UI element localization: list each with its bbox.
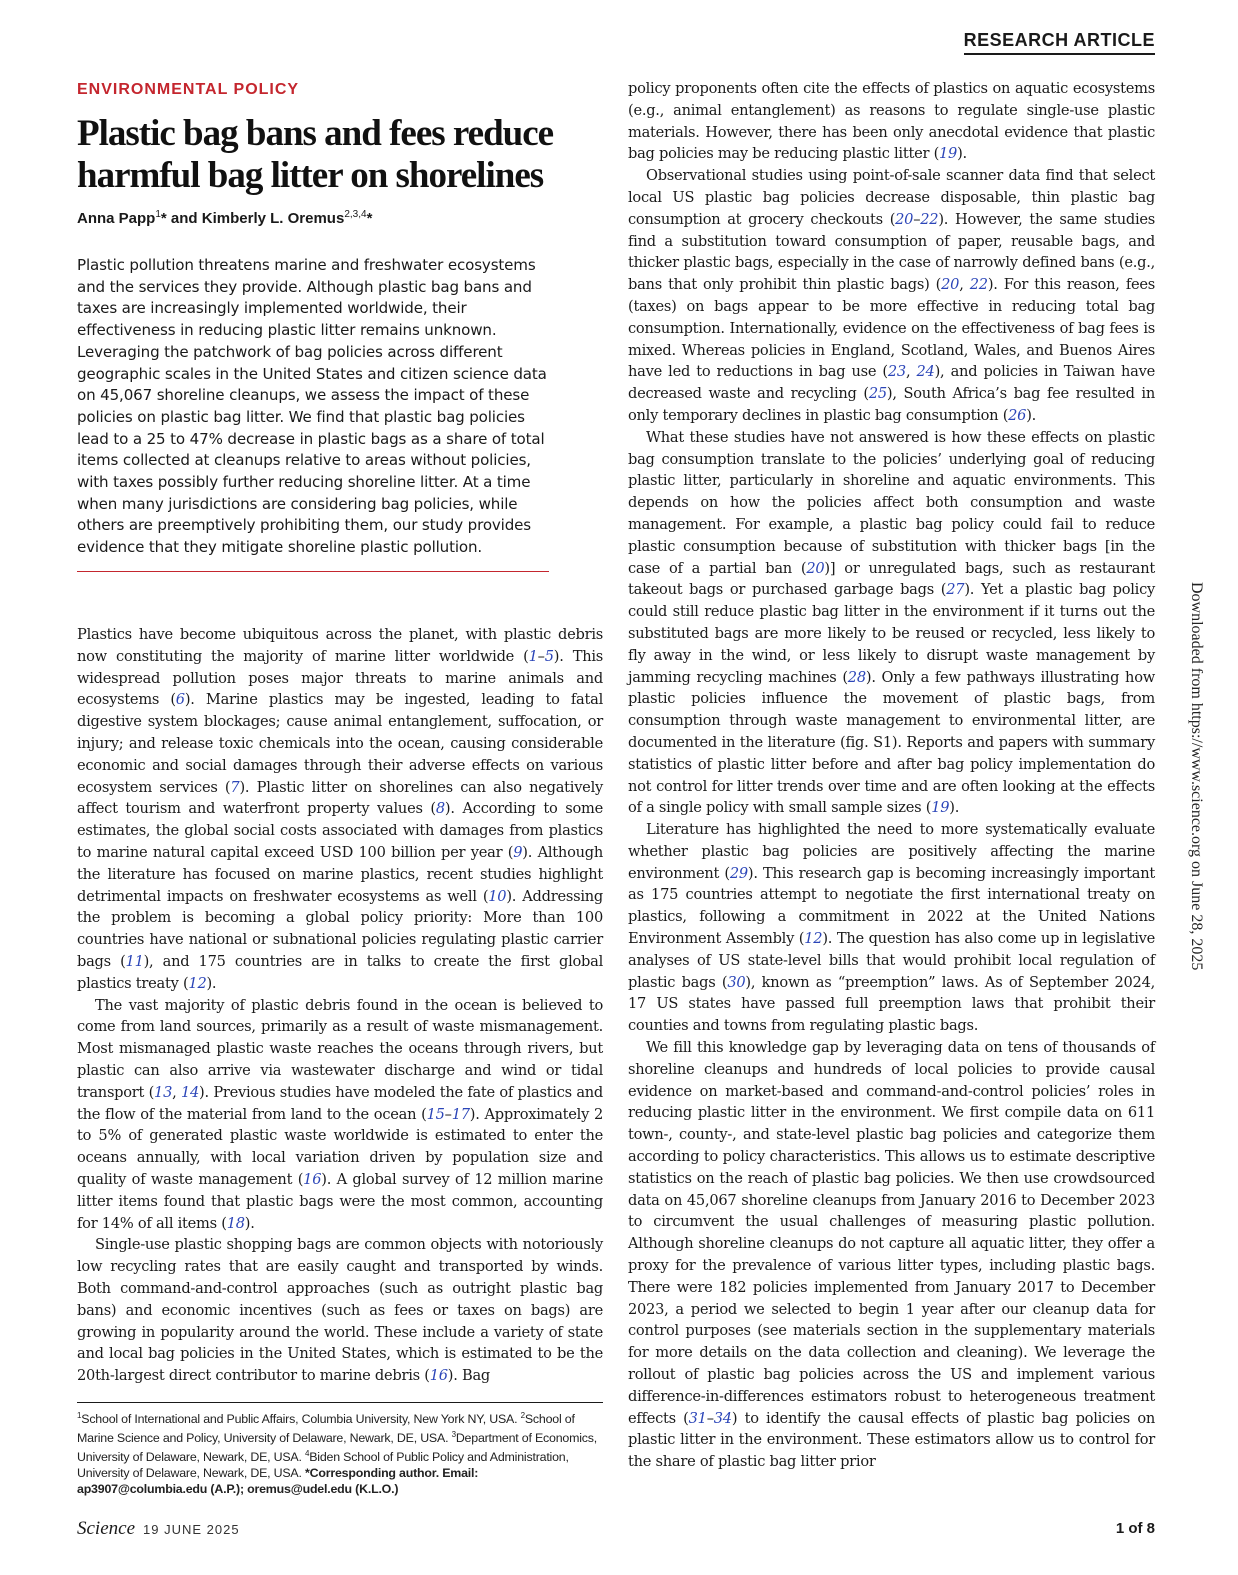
author-name[interactable]: Kimberly L. Oremus [201, 210, 345, 227]
citation-link[interactable]: 28 [847, 668, 866, 686]
citation-link[interactable]: 22 [969, 276, 988, 294]
citation-link[interactable]: 18 [226, 1214, 245, 1232]
body-text-run: ), and 175 countries are in talks to create the first global plastics treaty ( [77, 952, 603, 992]
body-text-run: )] or unregulated bags, such as restaurant takeout bags or purchased garbage bags ( [628, 559, 1155, 599]
citation-link[interactable]: 20 [806, 559, 825, 577]
body-text-run: Literature has highlighted the need to more systematically evaluate whether plastic bag policies are positively affecting the marine environment ( [628, 821, 1155, 882]
body-text-run: – [444, 1105, 452, 1123]
corresponding-star: * [366, 210, 373, 227]
body-text-run: ). Only a few pathways illustrating how plastic policies influence the movement of plastic bags, from consumption through waste management to environmental litter, are documented in the literature (fig. S1). Reports and papers with summary statistics of plastic litter before and after bag policy implementation do not control for litter trends over time and are often looking at the effects of a single policy with small sample sizes ( [628, 668, 1155, 817]
affiliation-mark: 3 [451, 1430, 456, 1440]
body-text-run: ). Bag [447, 1367, 491, 1385]
body-text-run: ), known as “preemption” laws. As of September 2024, 17 US states have passed full preemption laws that prohibit their counties and towns from regulating plastic bags. [628, 973, 1155, 1035]
body-paragraph [628, 165, 1155, 427]
citation-link[interactable]: 27 [946, 581, 965, 599]
citation-link[interactable]: 24 [916, 363, 935, 381]
citation-link[interactable]: 7 [230, 778, 240, 796]
footnote-divider [77, 1402, 603, 1403]
left-column-body [77, 624, 603, 1387]
citation-link[interactable]: 10 [488, 887, 507, 905]
body-text-run: ). Previous studies have modeled the fate of plastics and the flow of the material from land to the ocean ( [77, 1083, 604, 1123]
article-title: Plastic bag bans and fees reduce harmful bag litter on shorelines [77, 113, 554, 196]
title-block [77, 78, 603, 572]
author-list [77, 209, 603, 227]
citation-link[interactable]: 14 [180, 1083, 200, 1101]
body-text-run: What these studies have not answered is how these effects on plastic bag consumption translate to the policies’ underlying goal of reducing plastic litter, particularly in shoreline and aquatic environments. This depends on how the policies affect both consumption and waste management. For example, a plastic bag policy could fail to reduce plastic consumption because of substitution with thicker bags [in the case of a partial ban ( [628, 428, 1155, 577]
body-text-run: , [959, 276, 970, 294]
citation-link[interactable]: 17 [451, 1105, 470, 1123]
citation-link[interactable]: 20 [895, 210, 914, 228]
body-text-run: We fill this knowledge gap by leveraging data on tens of thousands of shoreline cleanups and hundreds of local policies to provide causal evidence on market-based and command-and-control policies’ roles in reducing plastic litter in the environment. We first compile data on 611 town-, county-, and state-level plastic bag policies and categorize them according to policy characteristics. This allows us to estimate descriptive statistics on the reach of plastic bag policies. We then use crowdsourced data on 45,067 shoreline cleanups from January 2016 to December 2023 to circumvent the usual challenges of measuring plastic pollution. Although shoreline cleanups do not capture all aquatic litter, they offer a proxy for the prevalence of various litter types, including plastic bags. There were 182 policies implemented from January 2017 to December 2023, a period we selected to begin 1 year after our cleanup data for control purposes (see materials section in the supplementary materials for more details on the data collection and cleaning). We leverage the rollout of plastic bag policies across the US and implement various difference-in-differences estimators robust to heterogeneous treatment effects ( [628, 1039, 1155, 1427]
body-text-run: ). [1026, 406, 1037, 424]
affiliation-marks: 2,3,4 [344, 209, 367, 220]
citation-link[interactable]: 16 [303, 1170, 322, 1188]
citation-link[interactable]: 15 [426, 1105, 445, 1123]
citation-link[interactable]: 29 [729, 864, 748, 882]
body-text-run: ). This widespread pollution poses major threats to marine animals and ecosystems ( [77, 647, 603, 709]
citation-link[interactable]: 8 [435, 800, 445, 818]
citation-link[interactable]: 12 [804, 930, 823, 948]
body-text-run: ). This research gap is becoming increasingly important as 175 countries attempt to negotiate the first international treaty on plastics, following a commitment in 2022 at the United Nations Environment Assembly ( [628, 864, 1155, 948]
right-column-body [628, 78, 1155, 1473]
affiliation-mark: 1 [77, 1411, 82, 1420]
body-paragraph [77, 995, 603, 1235]
citation-link[interactable]: 19 [939, 145, 958, 163]
body-paragraph [77, 1234, 603, 1387]
affiliation-text: School of International and Public Affairs, Columbia University, New York NY, USA. [81, 1412, 521, 1427]
body-text-run: ). According to some estimates, the global social costs associated with damages from plastics to marine natural capital exceed USD 100 billion per year ( [77, 800, 603, 861]
citation-link[interactable]: 5 [544, 647, 554, 665]
citation-link[interactable]: 9 [513, 843, 523, 861]
body-text-run: ). [949, 799, 960, 817]
body-text-run: ). The question has also come up in legislative analyses of US state-level bills that would prohibit local regulation of plastic bags ( [628, 930, 1155, 991]
body-text-run: – [706, 1409, 714, 1427]
citation-link[interactable]: 23 [887, 363, 906, 381]
body-paragraph [628, 819, 1155, 1037]
body-text-run: Observational studies using point-of-sale scanner data find that select local US plastic bag policies decrease disposable, thin plastic bag consumption at grocery checkouts ( [628, 167, 1155, 228]
body-text-run: – [913, 210, 921, 228]
body-text-run: ). [957, 145, 967, 163]
body-text-run: ). However, the same studies find a substitution toward consumption of paper, reusable bags, and thicker plastic bags, especially in the case of narrowly defined bans (e.g., bans that only prohibit thin plastic bags) ( [628, 210, 1155, 294]
citation-link[interactable]: 20 [941, 276, 960, 294]
abstract: Plastic pollution threatens marine and freshwater ecosystems and the services they provide. Although plastic bag bans and taxes are increasingly implemented worldwide, their effectiveness in reducing plastic litter remains unknown. Leveraging the patchwork of bag policies across different geographic scales in the United States and citizen science data on 45,067 shoreline cleanups, we assess the impact of these policies on plastic bag litter. We find that plastic bag policies lead to a 25 to 47% decrease in plastic bags as a share of total items collected at cleanups relative to areas without policies, with taxes possibly further reducing shoreline litter. At a time when many jurisdictions are considering bag policies, while others are preemptively prohibiting them, our study provides evidence that they mitigate shoreline plastic pollution. [77, 256, 547, 557]
corresponding-star: * [160, 210, 167, 227]
body-text-run: ), and policies in Taiwan have decreased waste and recycling ( [628, 363, 1155, 403]
body-text-run: ). [206, 974, 217, 992]
download-watermark: Downloaded from https://www.science.org on June 28, 2025 [1188, 582, 1205, 971]
citation-link[interactable]: 12 [188, 974, 207, 992]
affiliation-mark: 4 [304, 1449, 310, 1459]
author-name[interactable]: Anna Papp [77, 210, 156, 227]
citation-link[interactable]: 25 [868, 385, 887, 403]
affiliation-text: School of Marine Science and Policy, University of Delaware, Newark, DE, USA. [77, 1412, 575, 1446]
body-paragraph [628, 427, 1155, 819]
body-text-run: ), South Africa’s bag fee resulted in only temporary declines in plastic bag consumption ( [628, 385, 1155, 424]
article-type-label: RESEARCH ARTICLE [964, 30, 1155, 55]
body-text-run: ). A global survey of 12 million marine litter items found that plastic bags were the most common, accounting for 14% of all items ( [77, 1170, 603, 1232]
body-text-run: ). Yet a plastic bag policy could still reduce plastic bag litter in the environment if it turns out the substituted bags are more likely to be reused or recycled, less likely to fly away in the wind, or less likely to disrupt waste management by jamming recycling machines ( [628, 581, 1155, 686]
affiliation-mark: 2 [520, 1411, 525, 1420]
citation-link[interactable]: 34 [713, 1409, 732, 1427]
citation-link[interactable]: 1 [528, 647, 538, 665]
citation-link[interactable]: 30 [727, 973, 746, 991]
body-text-run: ). Approximately 2 to 5% of generated plastic waste worldwide is estimated to enter the oceans annually, with local variation driven by population size and quality of waste management ( [77, 1105, 604, 1188]
body-text-run: policy proponents often cite the effects of plastics on aquatic ecosystems (e.g., animal entanglement) as reasons to regulate single-use plastic materials. However, there has been only anecdotal evidence that plastic bag policies may be reducing plastic litter ( [628, 80, 1155, 163]
body-text-run: ). Plastic litter on shorelines can also negatively affect tourism and waterfront property values ( [77, 778, 603, 818]
body-text-run: ). Addressing the problem is becoming a global policy priority: More than 100 countries have national or subnational policies regulating plastic carrier bags ( [77, 887, 603, 970]
affiliations-footnote [77, 1408, 603, 1497]
body-paragraph [77, 624, 603, 995]
body-text-run: The vast majority of plastic debris found in the ocean is believed to come from land sources, primarily as a result of waste mismanagement. Most mismanaged plastic waste reaches the oceans through rivers, but plastic can also arrive via wastewater discharge and wind or tidal transport ( [77, 996, 603, 1101]
body-paragraph [628, 1037, 1155, 1473]
body-text-run: ). Although the literature has focused on marine plastics, recent studies highlight detrimental impacts on freshwater ecosystems as well ( [77, 843, 603, 905]
affiliation-marks: 1 [155, 209, 161, 220]
body-text-run: – [537, 647, 545, 665]
affiliation-text: Biden School of Public Policy and Administration, University of Delaware, Newark, DE, USA. [77, 1450, 569, 1481]
corresponding-author: *Corresponding author. Email: ap3907@columbia.edu (A.P.); oremus@udel.edu (K.L.O.) [77, 1466, 479, 1497]
section-label: ENVIRONMENTAL POLICY [77, 81, 300, 98]
citation-link[interactable]: 19 [931, 799, 950, 817]
citation-link[interactable]: 13 [154, 1083, 173, 1101]
body-text-run: , [172, 1083, 181, 1101]
issue-date: 19 JUNE 2025 [143, 1522, 240, 1537]
body-text-run: ) to identify the causal effects of plastic bag policies on plastic litter in the environment. These estimators allow us to control for the share of plastic bag litter prior [628, 1409, 1156, 1471]
body-text-run: ). Marine plastics may be ingested, leading to fatal digestive system blockages; cause animal entanglement, suffocation, or injury; and release toxic chemicals into the ocean, causing considerable economic and social damages through their adverse effects on various ecosystem services ( [77, 691, 603, 796]
citation-link[interactable]: 6 [175, 691, 185, 709]
body-text-run: Single-use plastic shopping bags are common objects with notoriously low recycling rates that are easily caught and transported by winds. Both command-and-control approaches (such as outright plastic bag bans) and economic incentives (such as fees or taxes on bags) are growing in popularity around the world. These include a variety of state and local bag policies in the United States, which is estimated to be the 20th-largest direct contributor to marine debris ( [77, 1236, 603, 1385]
citation-link[interactable]: 22 [920, 210, 939, 228]
affiliation-text: Department of Economics, University of Delaware, Newark, DE, USA. [77, 1431, 598, 1465]
citation-link[interactable]: 26 [1008, 406, 1027, 424]
body-text-run: ). [244, 1214, 255, 1232]
body-text-run: Plastics have become ubiquitous across the planet, with plastic debris now constituting the majority of marine litter worldwide ( [77, 626, 603, 665]
citation-link[interactable]: 16 [429, 1367, 448, 1385]
body-text-run: ). For this reason, fees (taxes) on bags appear to be more effective in reducing total bag consumption. Internationally, evidence on the effectiveness of bag fees is mixed. Whereas policies in England, Scotland, Wales, and Buenos Aires have led to reductions in bag use ( [628, 276, 1155, 381]
citation-link[interactable]: 31 [688, 1409, 707, 1427]
page-number: 1 of 8 [1115, 1520, 1155, 1537]
journal-name: Science [77, 1518, 136, 1539]
author-conjunction: and [166, 210, 202, 227]
footer-journal [77, 1518, 240, 1540]
body-text-run: , [905, 363, 917, 381]
citation-link[interactable]: 11 [125, 952, 144, 970]
abstract-divider [77, 571, 549, 572]
body-paragraph [628, 78, 1155, 165]
